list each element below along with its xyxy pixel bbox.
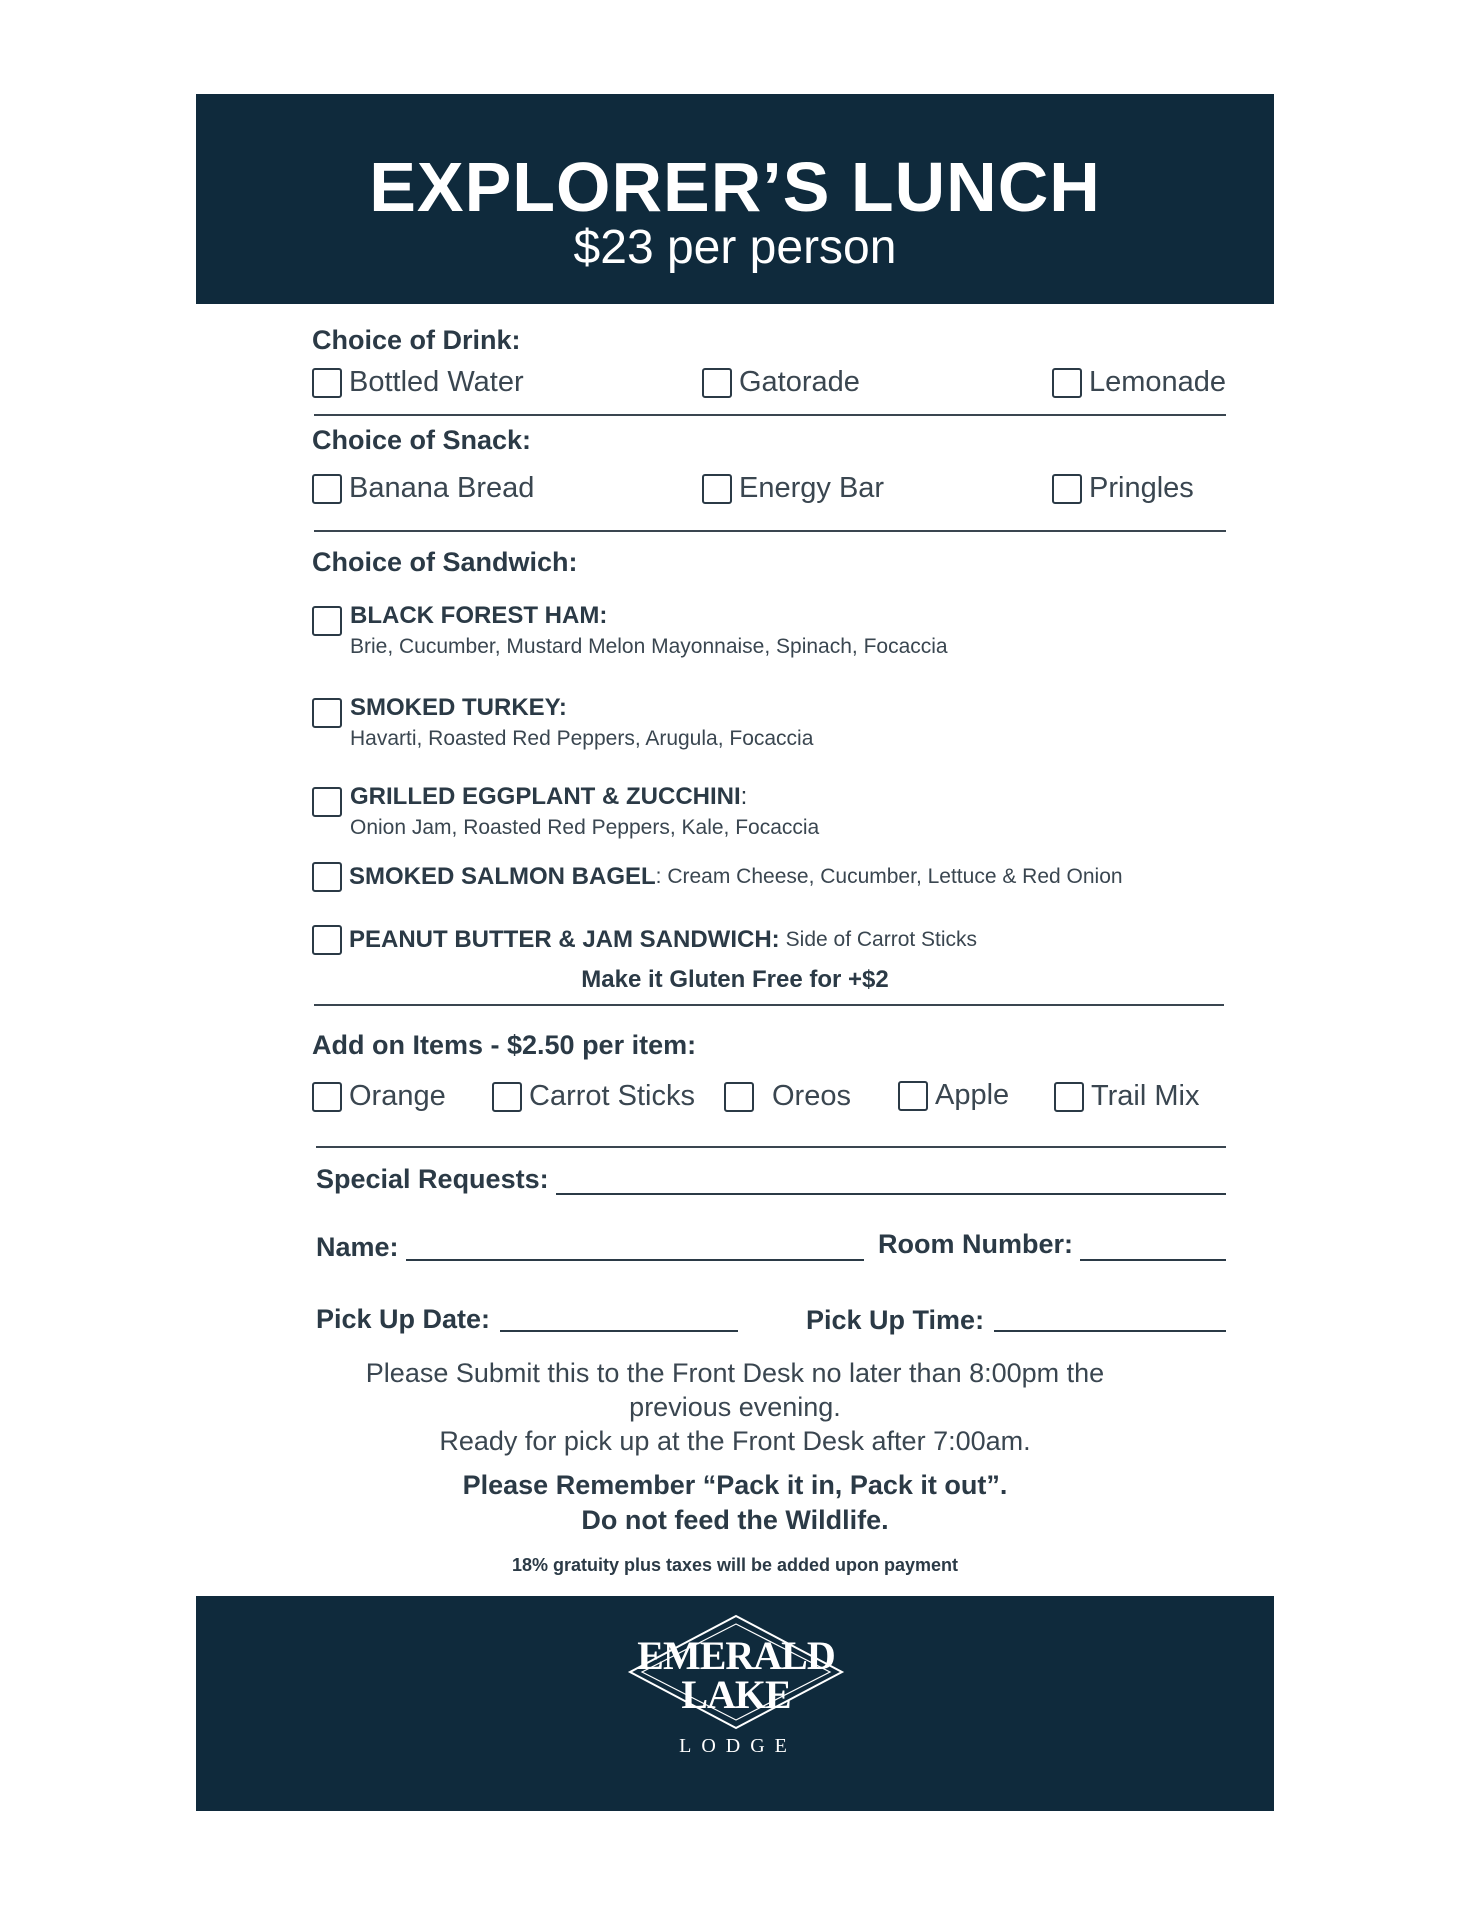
option-label: Gatorade xyxy=(739,366,860,398)
sandwich-description: Havarti, Roasted Red Peppers, Arugula, Focaccia xyxy=(350,727,814,750)
sandwich-name: PEANUT BUTTER & JAM SANDWICH: xyxy=(349,926,780,953)
option-label: Lemonade xyxy=(1089,366,1227,398)
sandwich-option-smoked-salmon-bagel[interactable] xyxy=(312,862,1123,892)
reminder-line-2: Do not feed the Wildlife. xyxy=(581,1505,889,1535)
reminder-note xyxy=(196,1468,1274,1538)
option-label: Bottled Water xyxy=(349,366,524,398)
gratuity-note: 18% gratuity plus taxes will be added upon payment xyxy=(511,1555,959,1575)
checkbox[interactable] xyxy=(724,1082,754,1112)
pickup-ready-note: Ready for pick up at the Front Desk after 7:00am. xyxy=(439,1426,1031,1456)
header-banner xyxy=(196,94,1274,304)
name-field[interactable] xyxy=(406,1259,864,1261)
special-requests-field[interactable] xyxy=(556,1193,1226,1195)
snack-option-energy-bar[interactable] xyxy=(702,472,884,505)
drink-option-bottled-water[interactable] xyxy=(312,366,524,399)
checkbox[interactable] xyxy=(1054,1082,1084,1112)
sandwich-option-pb-and-j[interactable] xyxy=(312,925,977,955)
checkbox[interactable] xyxy=(312,474,342,504)
emerald-lake-lodge-logo xyxy=(626,1612,846,1762)
checkbox[interactable] xyxy=(312,368,342,398)
drink-option-gatorade[interactable] xyxy=(702,366,860,399)
name-label: Name: xyxy=(316,1232,399,1262)
sandwich-description: : Cream Cheese, Cucumber, Lettuce & Red Onion xyxy=(655,865,1123,888)
svg-text:LODGE: LODGE xyxy=(679,1735,797,1757)
sandwich-description: Brie, Cucumber, Mustard Melon Mayonnaise, Spinach, Focaccia xyxy=(350,635,948,658)
sandwich-name-suffix: : xyxy=(740,783,748,810)
svg-text:LAKE: LAKE xyxy=(681,1672,791,1717)
addon-option-apple[interactable] xyxy=(898,1079,1009,1112)
section-divider xyxy=(316,1146,1226,1148)
section-divider xyxy=(314,1004,1224,1006)
pickup-time-label: Pick Up Time: xyxy=(806,1305,985,1335)
checkbox[interactable] xyxy=(1052,474,1082,504)
drink-section-label: Choice of Drink: xyxy=(312,325,521,355)
option-label: Orange xyxy=(349,1080,446,1112)
sandwich-name-text: GRILLED EGGPLANT & ZUCCHINI xyxy=(350,783,741,810)
snack-option-pringles[interactable] xyxy=(1052,472,1194,505)
option-label: Apple xyxy=(935,1079,1010,1111)
checkbox[interactable] xyxy=(702,474,732,504)
submit-line-1: Please Submit this to the Front Desk no later than 8:00pm the xyxy=(365,1358,1105,1388)
checkbox[interactable] xyxy=(492,1082,522,1112)
room-number-field[interactable] xyxy=(1080,1259,1226,1261)
footer-banner xyxy=(196,1596,1274,1811)
snack-option-banana-bread[interactable] xyxy=(312,472,534,505)
option-label: Energy Bar xyxy=(739,472,885,504)
pickup-date-label: Pick Up Date: xyxy=(316,1304,491,1334)
section-divider xyxy=(314,530,1226,532)
submit-instructions xyxy=(196,1356,1274,1458)
room-number-label: Room Number: xyxy=(878,1229,1073,1259)
option-label: Oreos xyxy=(772,1080,851,1112)
logo-graphic xyxy=(626,1612,846,1762)
svg-text:EMERALD: EMERALD xyxy=(637,1633,835,1678)
option-label: Pringles xyxy=(1089,472,1194,504)
gluten-free-note: Make it Gluten Free for +$2 xyxy=(581,966,889,993)
price-subtitle: $23 per person xyxy=(573,221,897,274)
option-label: Banana Bread xyxy=(349,472,535,504)
checkbox[interactable] xyxy=(312,698,342,728)
pickup-date-field[interactable] xyxy=(500,1330,738,1332)
addons-section-label: Add on Items - $2.50 per item: xyxy=(312,1030,697,1060)
sandwich-name xyxy=(350,783,747,811)
addon-option-orange[interactable] xyxy=(312,1080,446,1113)
checkbox[interactable] xyxy=(898,1081,928,1111)
addon-option-oreos[interactable] xyxy=(724,1080,851,1113)
reminder-line-1: Please Remember “Pack it in, Pack it out”. xyxy=(462,1470,1008,1500)
checkbox[interactable] xyxy=(702,368,732,398)
option-label: Trail Mix xyxy=(1091,1080,1200,1112)
sandwich-description: Side of Carrot Sticks xyxy=(785,928,978,951)
checkbox[interactable] xyxy=(1052,368,1082,398)
option-label: Carrot Sticks xyxy=(529,1080,695,1112)
submit-line-2: previous evening. xyxy=(629,1392,841,1422)
addon-option-carrot-sticks[interactable] xyxy=(492,1080,695,1113)
section-divider xyxy=(314,414,1226,416)
checkbox[interactable] xyxy=(312,925,342,955)
snack-section-label: Choice of Snack: xyxy=(312,425,532,455)
sandwich-section-label: Choice of Sandwich: xyxy=(312,547,578,577)
checkbox[interactable] xyxy=(312,1082,342,1112)
sandwich-description: Onion Jam, Roasted Red Peppers, Kale, Focaccia xyxy=(350,816,820,839)
sandwich-name: SMOKED SALMON BAGEL xyxy=(349,863,656,890)
drink-option-lemonade[interactable] xyxy=(1052,366,1226,399)
checkbox[interactable] xyxy=(312,862,342,892)
sandwich-name: BLACK FOREST HAM: xyxy=(350,602,608,629)
checkbox[interactable] xyxy=(312,606,342,636)
pickup-time-field[interactable] xyxy=(994,1330,1226,1332)
checkbox[interactable] xyxy=(312,787,342,817)
special-requests-label: Special Requests: xyxy=(316,1164,549,1194)
form-title: EXPLORER’S LUNCH xyxy=(369,148,1101,226)
addon-option-trail-mix[interactable] xyxy=(1054,1080,1199,1113)
sandwich-name: SMOKED TURKEY: xyxy=(350,694,567,721)
